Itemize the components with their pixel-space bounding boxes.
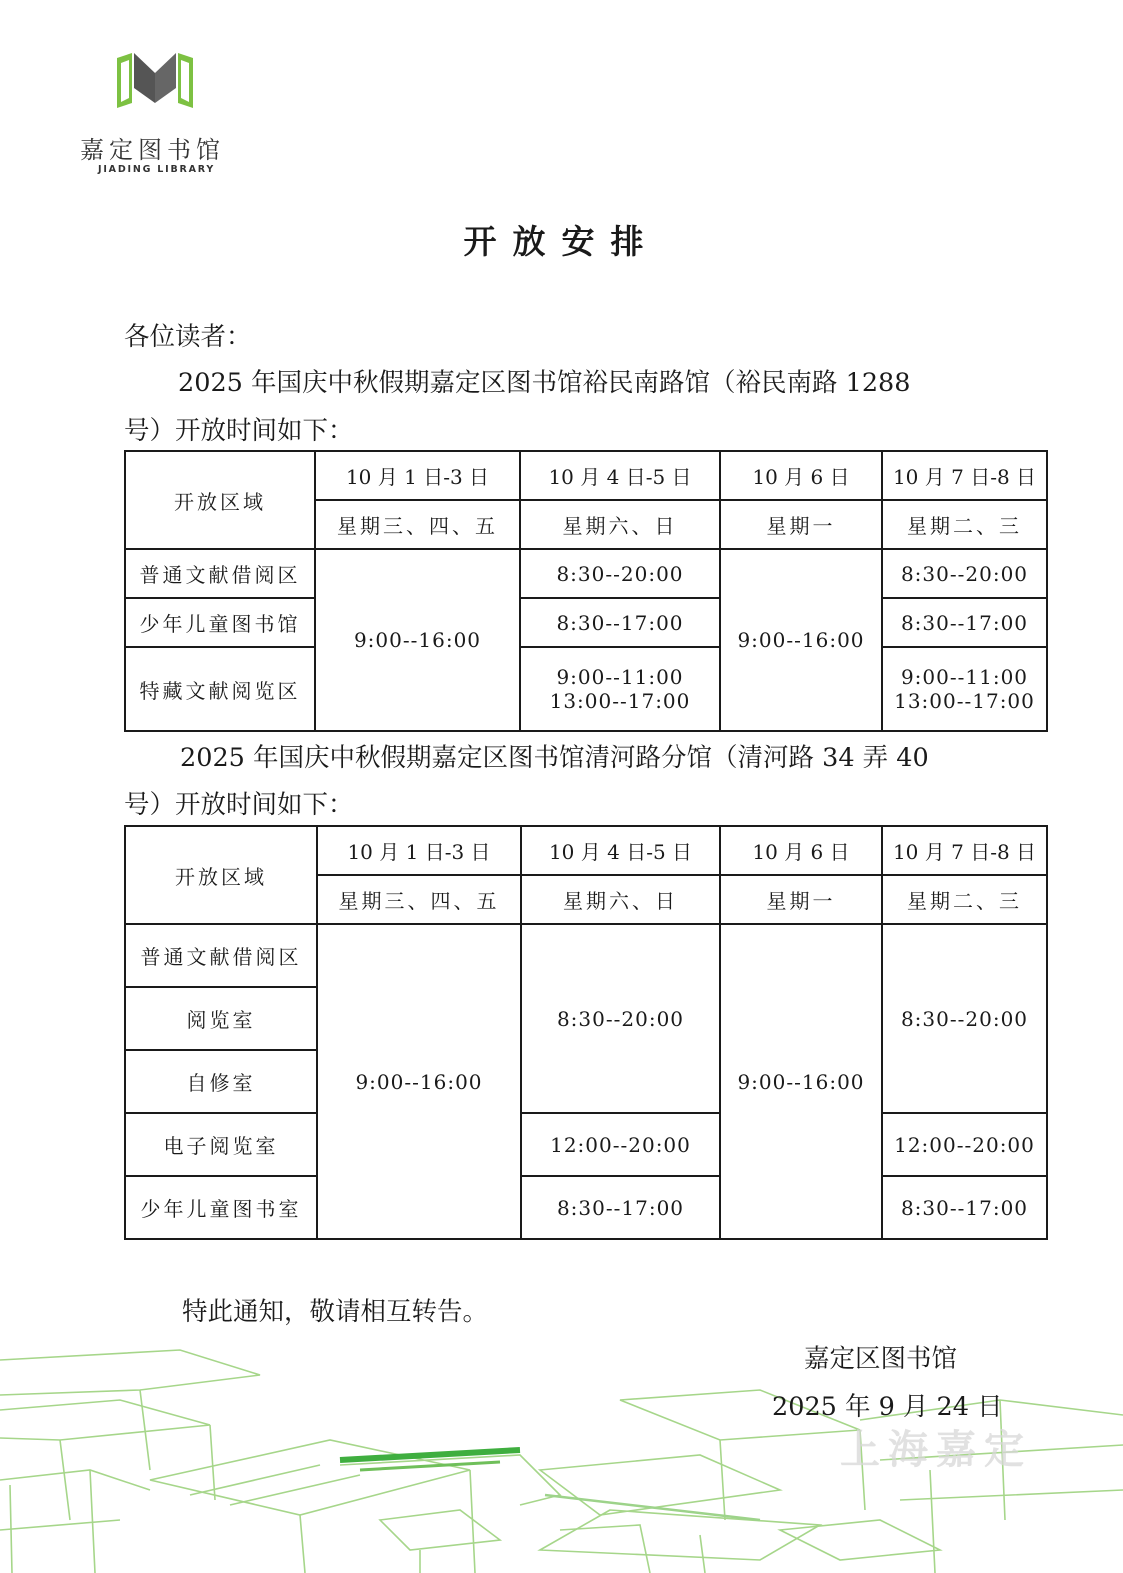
- hours-morning: 9:00--11:00: [556, 665, 684, 689]
- header-date: 10 月 4 日-5 日: [521, 826, 720, 875]
- hours-cell: 8:30--17:00: [882, 1176, 1047, 1239]
- area-name: 少年儿童图书馆: [125, 598, 315, 647]
- hours-cell: 12:00--20:00: [882, 1113, 1047, 1176]
- area-name: 电子阅览室: [125, 1113, 317, 1176]
- schedule-table-yumin: [124, 450, 1048, 732]
- intro1-line1: 2025 年国庆中秋假期嘉定区图书馆裕民南路馆（裕民南路 1288: [178, 368, 911, 398]
- header-date: 10 月 7 日-8 日: [882, 451, 1047, 500]
- area-name: 普通文献借阅区: [125, 924, 317, 987]
- logo-english-name: JIADING LIBRARY: [98, 164, 216, 175]
- header-weekday: 星期一: [720, 875, 882, 924]
- header-weekday: 星期一: [720, 500, 882, 549]
- hours-cell: 12:00--20:00: [521, 1113, 720, 1176]
- salutation: 各位读者：: [124, 322, 252, 352]
- header-date: 10 月 1 日-3 日: [317, 826, 521, 875]
- hours-afternoon: 13:00--17:00: [894, 689, 1035, 713]
- header-date: 10 月 4 日-5 日: [520, 451, 720, 500]
- page-title: 开放安排: [463, 222, 660, 261]
- header-date: 10 月 6 日: [720, 451, 882, 500]
- closing-notice: 特此通知，敬请相互转告。: [182, 1297, 489, 1327]
- hours-cell: 9:00--16:00: [317, 924, 521, 1239]
- header-date: 10 月 7 日-8 日: [882, 826, 1047, 875]
- intro1-line2: 号）开放时间如下：: [124, 416, 354, 446]
- watermark-text: 上海嘉定: [840, 1427, 1032, 1473]
- hours-cell: 9:00--16:00: [315, 549, 520, 731]
- header-area: 开放区域: [125, 451, 315, 549]
- signature: 嘉定区图书馆: [804, 1344, 958, 1374]
- library-logo-icon: [112, 48, 198, 110]
- issue-date: 2025 年 9 月 24 日: [772, 1392, 1003, 1422]
- hours-cell-split: [882, 647, 1047, 731]
- logo-chinese-name: 嘉定图书馆: [80, 136, 225, 164]
- hours-cell: 8:30--20:00: [520, 549, 720, 598]
- intro2-line2: 号）开放时间如下：: [124, 790, 354, 820]
- area-name: 自修室: [125, 1050, 317, 1113]
- header-date: 10 月 6 日: [720, 826, 882, 875]
- hours-afternoon: 13:00--17:00: [549, 689, 691, 713]
- area-name: 普通文献借阅区: [125, 549, 315, 598]
- header-weekday: 星期六、日: [521, 875, 720, 924]
- hours-cell: 8:30--17:00: [882, 598, 1047, 647]
- header-weekday: 星期二、三: [882, 500, 1047, 549]
- hours-cell-split: [520, 647, 720, 731]
- schedule-table-qinghe: [124, 825, 1048, 1240]
- header-date: 10 月 1 日-3 日: [315, 451, 520, 500]
- hours-cell: 9:00--16:00: [720, 924, 882, 1239]
- header-weekday: 星期六、日: [520, 500, 720, 549]
- hours-cell: 8:30--17:00: [520, 598, 720, 647]
- header-weekday: 星期二、三: [882, 875, 1047, 924]
- area-name: 少年儿童图书室: [125, 1176, 317, 1239]
- hours-cell: 8:30--20:00: [521, 924, 720, 1113]
- hours-cell: 9:00--16:00: [720, 549, 882, 731]
- header-area: 开放区域: [125, 826, 317, 924]
- hours-cell: 8:30--20:00: [882, 924, 1047, 1113]
- hours-morning: 9:00--11:00: [900, 665, 1029, 689]
- header-weekday: 星期三、四、五: [317, 875, 521, 924]
- intro2-line1: 2025 年国庆中秋假期嘉定区图书馆清河路分馆（清河路 34 弄 40: [180, 743, 929, 773]
- header-weekday: 星期三、四、五: [315, 500, 520, 549]
- hours-cell: 8:30--20:00: [882, 549, 1047, 598]
- area-name: 特藏文献阅览区: [125, 647, 315, 731]
- hours-cell: 8:30--17:00: [521, 1176, 720, 1239]
- area-name: 阅览室: [125, 987, 317, 1050]
